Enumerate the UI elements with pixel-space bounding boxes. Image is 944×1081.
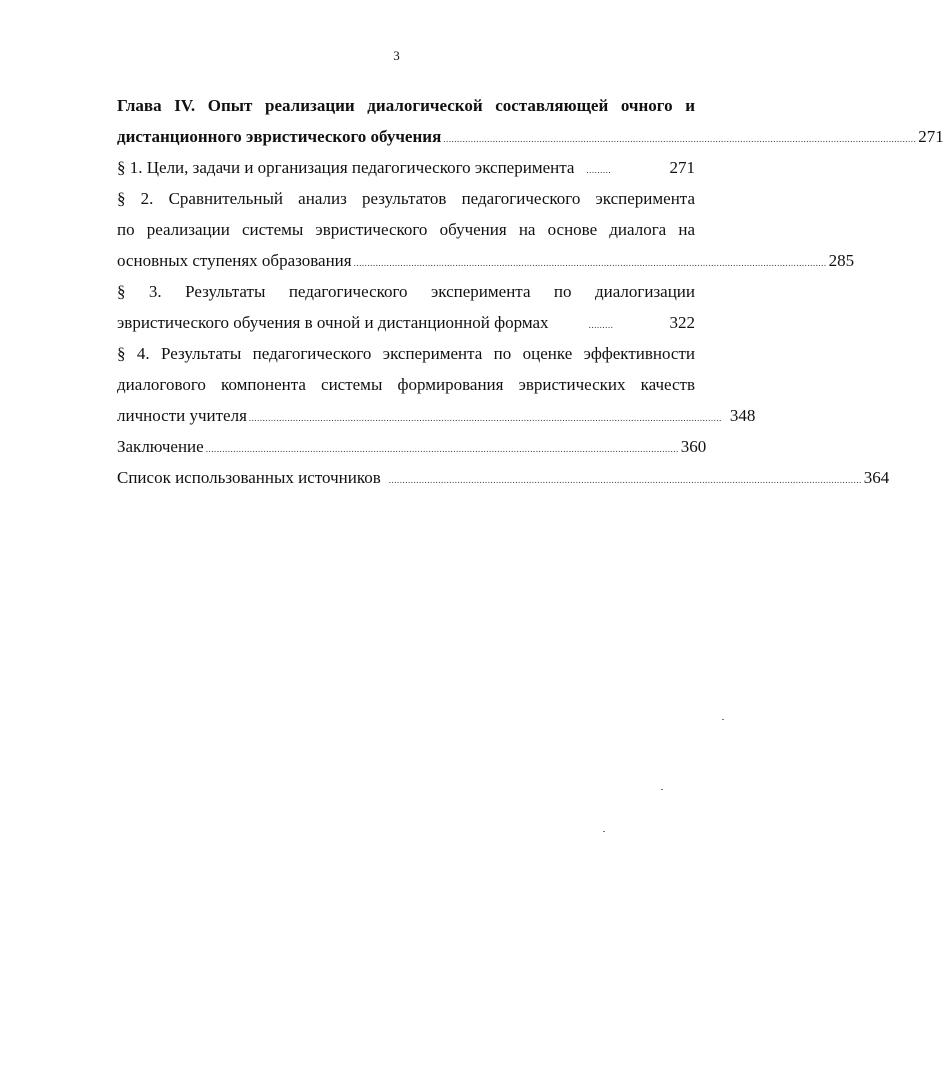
references-page: 364	[863, 468, 890, 487]
section-4-title-line-2: диалогового компонента системы формирования эвристических качеств	[117, 375, 695, 394]
scan-speck	[603, 831, 605, 832]
chapter-4-title-line-2: дистанционного эвристического обучения	[117, 127, 442, 146]
page-number: 3	[393, 48, 400, 63]
section-4-entry	[117, 400, 756, 431]
chapter-4-title-line-1: Глава IV. Опыт реализации диалогической составляющей очного и	[117, 96, 695, 115]
conclusion-page: 360	[680, 437, 707, 456]
references-entry	[117, 462, 890, 493]
section-2-title-line-3: основных ступенях образования	[117, 251, 352, 270]
section-3-entry	[117, 307, 695, 338]
scan-speck	[722, 719, 724, 720]
scan-speck	[661, 789, 663, 790]
dot-leader: ............................................................................................................................................................................	[248, 413, 722, 423]
section-4-title-line-1: § 4. Результаты педагогического эксперимента по оценке эффективности	[117, 344, 695, 363]
chapter-4-entry	[117, 121, 944, 152]
dot-leader: .........	[586, 165, 612, 175]
section-4-title-line-3: личности учителя	[117, 406, 247, 425]
section-2-title-line-1: § 2. Сравнительный анализ результатов педагогического эксперимента	[117, 189, 695, 208]
dot-leader: ............................................................................................................................................................................	[443, 134, 917, 144]
dot-leader: ............................................................................................................................................................................	[353, 258, 827, 268]
section-4-page: 348	[729, 406, 756, 425]
section-2-entry	[117, 245, 855, 276]
section-3-page: 322	[669, 313, 695, 332]
conclusion-entry	[117, 431, 707, 462]
section-3-title-line-1: § 3. Результаты педагогического эксперимента по диалогизации	[117, 282, 695, 301]
table-of-contents	[117, 90, 944, 493]
dot-leader: .........	[588, 320, 614, 330]
section-2-page: 285	[828, 251, 855, 270]
section-2-title-line-2: по реализации системы эвристического обучения на основе диалога на	[117, 220, 695, 239]
section-3-title-line-2: эвристического обучения в очной и дистанционной формах	[117, 313, 549, 332]
section-1-entry	[117, 152, 695, 183]
section-1-title: § 1. Цели, задачи и организация педагогического эксперимента	[117, 158, 575, 177]
references-title: Список использованных источников	[117, 468, 381, 487]
section-1-page: 271	[669, 158, 695, 177]
chapter-4-page: 271	[918, 127, 944, 146]
dot-leader: ............................................................................................................................................................................	[388, 475, 862, 485]
conclusion-title: Заключение	[117, 437, 204, 456]
dot-leader: ............................................................................................................................................................................	[205, 444, 679, 454]
